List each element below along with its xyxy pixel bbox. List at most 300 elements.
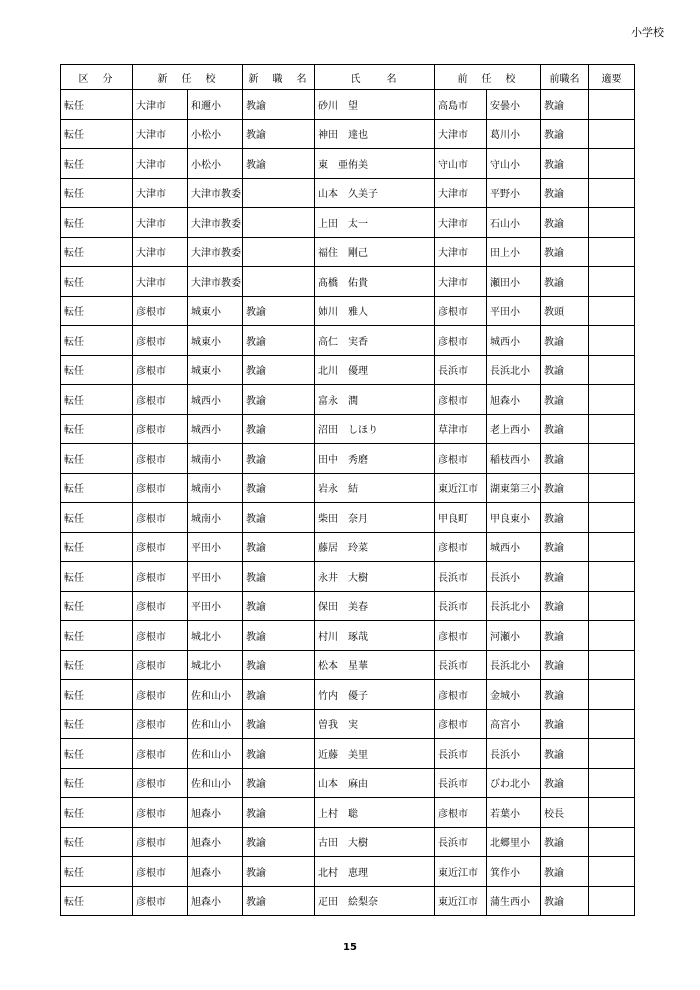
new-school-cell: 佐和山小 <box>188 739 243 769</box>
prev-title-cell: 教諭 <box>541 237 589 267</box>
table-row <box>61 768 635 798</box>
remarks-cell <box>589 857 635 887</box>
new-title-cell: 教諭 <box>243 90 315 120</box>
new-city-cell: 彦根市 <box>133 296 188 326</box>
given-name: 剛己 <box>348 248 368 260</box>
new-school-cell: 城南小 <box>188 444 243 474</box>
family-name: 上村 <box>318 808 338 820</box>
new-title-cell: 教諭 <box>243 444 315 474</box>
kubun-cell: 転任 <box>61 503 133 533</box>
prev-school-cell: 若葉小 <box>487 798 541 828</box>
prev-title-cell: 教頭 <box>541 296 589 326</box>
name-cell <box>315 414 435 444</box>
given-name: 結 <box>348 484 358 496</box>
given-name: 雅人 <box>348 307 368 319</box>
given-name: 潤 <box>348 395 358 407</box>
name-cell <box>315 768 435 798</box>
prev-city-cell: 大津市 <box>435 119 487 149</box>
new-title-cell <box>243 267 315 297</box>
new-school-cell: 大津市教委 <box>188 208 243 238</box>
family-name: 近藤 <box>318 749 338 761</box>
table-row <box>61 90 635 120</box>
prev-school-cell: 河瀬小 <box>487 621 541 651</box>
table-row <box>61 473 635 503</box>
remarks-cell <box>589 355 635 385</box>
prev-title-cell: 教諭 <box>541 503 589 533</box>
prev-city-cell: 長浜市 <box>435 591 487 621</box>
prev-city-cell: 彦根市 <box>435 621 487 651</box>
given-name: 大樹 <box>348 838 368 850</box>
given-name: 聡 <box>348 808 358 820</box>
table-row <box>61 208 635 238</box>
family-name: 山本 <box>318 779 338 791</box>
new-school-cell: 和邇小 <box>188 90 243 120</box>
new-title-cell: 教諭 <box>243 119 315 149</box>
prev-school-cell: 長浜北小 <box>487 355 541 385</box>
prev-title-cell: 教諭 <box>541 208 589 238</box>
kubun-cell: 転任 <box>61 119 133 149</box>
given-name: 麻由 <box>348 779 368 791</box>
prev-title-cell: 校長 <box>541 798 589 828</box>
new-city-cell: 大津市 <box>133 267 188 297</box>
prev-city-cell: 長浜市 <box>435 650 487 680</box>
name-cell <box>315 119 435 149</box>
remarks-cell <box>589 326 635 356</box>
new-city-cell: 彦根市 <box>133 355 188 385</box>
header-prev-title: 前職名 <box>541 65 589 90</box>
prev-school-cell: 平野小 <box>487 178 541 208</box>
new-school-cell: 城西小 <box>188 414 243 444</box>
new-school-cell: 旭森小 <box>188 857 243 887</box>
prev-school-cell: 北郷里小 <box>487 827 541 857</box>
remarks-cell <box>589 680 635 710</box>
given-name: 奈月 <box>348 513 368 525</box>
table-row <box>61 444 635 474</box>
kubun-cell: 転任 <box>61 591 133 621</box>
prev-school-cell: 甲良東小 <box>487 503 541 533</box>
kubun-cell: 転任 <box>61 621 133 651</box>
prev-title-cell: 教諭 <box>541 650 589 680</box>
new-title-cell: 教諭 <box>243 798 315 828</box>
kubun-cell: 転任 <box>61 237 133 267</box>
name-cell <box>315 857 435 887</box>
remarks-cell <box>589 650 635 680</box>
kubun-cell: 転任 <box>61 562 133 592</box>
table-row <box>61 503 635 533</box>
prev-title-cell: 教諭 <box>541 739 589 769</box>
kubun-cell: 転任 <box>61 90 133 120</box>
family-name: 田中 <box>318 454 338 466</box>
remarks-cell <box>589 237 635 267</box>
given-name: 星華 <box>348 661 368 673</box>
new-school-cell: 城南小 <box>188 473 243 503</box>
new-school-cell: 佐和山小 <box>188 709 243 739</box>
table-row <box>61 267 635 297</box>
given-name: 実 <box>348 720 358 732</box>
new-title-cell: 教諭 <box>243 355 315 385</box>
new-school-cell: 旭森小 <box>188 798 243 828</box>
new-title-cell <box>243 208 315 238</box>
remarks-cell <box>589 90 635 120</box>
remarks-cell <box>589 149 635 179</box>
new-title-cell: 教諭 <box>243 414 315 444</box>
new-school-cell: 城東小 <box>188 355 243 385</box>
new-title-cell: 教諭 <box>243 562 315 592</box>
table-row <box>61 149 635 179</box>
prev-city-cell: 大津市 <box>435 208 487 238</box>
remarks-cell <box>589 178 635 208</box>
family-name: 髙橋 <box>318 277 338 289</box>
table-row <box>61 326 635 356</box>
prev-school-cell: 石山小 <box>487 208 541 238</box>
prev-school-cell: 長浜小 <box>487 739 541 769</box>
table-row <box>61 857 635 887</box>
prev-school-cell: 城西小 <box>487 532 541 562</box>
name-cell <box>315 385 435 415</box>
new-city-cell: 彦根市 <box>133 739 188 769</box>
new-school-cell: 佐和山小 <box>188 680 243 710</box>
prev-title-cell: 教諭 <box>541 90 589 120</box>
remarks-cell <box>589 739 635 769</box>
header-remarks: 適要 <box>589 65 635 90</box>
prev-title-cell: 教諭 <box>541 827 589 857</box>
prev-city-cell: 彦根市 <box>435 680 487 710</box>
prev-title-cell: 教諭 <box>541 326 589 356</box>
kubun-cell: 転任 <box>61 650 133 680</box>
new-title-cell: 教諭 <box>243 385 315 415</box>
kubun-cell: 転任 <box>61 326 133 356</box>
given-name: 望 <box>348 100 358 112</box>
given-name: 佑貴 <box>348 277 368 289</box>
new-title-cell: 教諭 <box>243 621 315 651</box>
prev-school-cell: 老上西小 <box>487 414 541 444</box>
new-title-cell: 教諭 <box>243 857 315 887</box>
new-school-cell: 佐和山小 <box>188 768 243 798</box>
new-title-cell <box>243 237 315 267</box>
new-title-cell: 教諭 <box>243 532 315 562</box>
new-school-cell: 城東小 <box>188 296 243 326</box>
name-cell <box>315 90 435 120</box>
remarks-cell <box>589 444 635 474</box>
prev-title-cell: 教諭 <box>541 591 589 621</box>
name-cell <box>315 532 435 562</box>
prev-city-cell: 長浜市 <box>435 768 487 798</box>
family-name: 砂川 <box>318 100 338 112</box>
new-city-cell: 彦根市 <box>133 709 188 739</box>
remarks-cell <box>589 886 635 916</box>
new-title-cell: 教諭 <box>243 473 315 503</box>
prev-title-cell: 教諭 <box>541 178 589 208</box>
prev-city-cell: 彦根市 <box>435 709 487 739</box>
prev-city-cell: 長浜市 <box>435 827 487 857</box>
prev-city-cell: 彦根市 <box>435 296 487 326</box>
prev-school-cell: 稲枝西小 <box>487 444 541 474</box>
family-name: 北村 <box>318 867 338 879</box>
prev-title-cell: 教諭 <box>541 444 589 474</box>
prev-title-cell: 教諭 <box>541 562 589 592</box>
name-cell <box>315 178 435 208</box>
remarks-cell <box>589 385 635 415</box>
prev-city-cell: 彦根市 <box>435 326 487 356</box>
name-cell <box>315 503 435 533</box>
family-name: 曽我 <box>318 720 338 732</box>
header-name: 氏 名 <box>315 65 435 90</box>
given-name: 亜侑美 <box>338 159 368 171</box>
prev-city-cell: 守山市 <box>435 149 487 179</box>
name-cell <box>315 473 435 503</box>
name-cell <box>315 798 435 828</box>
header-new-post: 新 任 校 <box>133 65 243 90</box>
family-name: 福住 <box>318 248 338 260</box>
prev-school-cell: 城西小 <box>487 326 541 356</box>
name-cell <box>315 827 435 857</box>
given-name: 恵理 <box>348 867 368 879</box>
new-title-cell: 教諭 <box>243 739 315 769</box>
kubun-cell: 転任 <box>61 798 133 828</box>
remarks-cell <box>589 709 635 739</box>
table-row <box>61 296 635 326</box>
name-cell <box>315 326 435 356</box>
remarks-cell <box>589 591 635 621</box>
family-name: 松本 <box>318 661 338 673</box>
table-row <box>61 178 635 208</box>
kubun-cell: 転任 <box>61 296 133 326</box>
given-name: 琢哉 <box>348 631 368 643</box>
new-school-cell: 城東小 <box>188 326 243 356</box>
kubun-cell: 転任 <box>61 355 133 385</box>
new-city-cell: 彦根市 <box>133 591 188 621</box>
new-school-cell: 平田小 <box>188 562 243 592</box>
prev-school-cell: びわ北小 <box>487 768 541 798</box>
new-city-cell: 彦根市 <box>133 650 188 680</box>
kubun-cell: 転任 <box>61 739 133 769</box>
kubun-cell: 転任 <box>61 267 133 297</box>
prev-city-cell: 東近江市 <box>435 857 487 887</box>
family-name: 古田 <box>318 838 338 850</box>
kubun-cell: 転任 <box>61 768 133 798</box>
prev-school-cell: 金城小 <box>487 680 541 710</box>
kubun-cell: 転任 <box>61 709 133 739</box>
name-cell <box>315 650 435 680</box>
prev-school-cell: 平田小 <box>487 296 541 326</box>
prev-city-cell: 長浜市 <box>435 562 487 592</box>
name-cell <box>315 591 435 621</box>
given-name: 実香 <box>348 336 368 348</box>
remarks-cell <box>589 798 635 828</box>
prev-city-cell: 大津市 <box>435 267 487 297</box>
prev-title-cell: 教諭 <box>541 680 589 710</box>
name-cell <box>315 680 435 710</box>
prev-title-cell: 教諭 <box>541 414 589 444</box>
page-number: 15 <box>343 942 357 953</box>
prev-city-cell: 東近江市 <box>435 473 487 503</box>
kubun-cell: 転任 <box>61 680 133 710</box>
family-name: 永井 <box>318 572 338 584</box>
new-school-cell: 城北小 <box>188 650 243 680</box>
given-name: 美里 <box>348 749 368 761</box>
prev-school-cell: 長浜北小 <box>487 650 541 680</box>
remarks-cell <box>589 562 635 592</box>
new-school-cell: 平田小 <box>188 591 243 621</box>
new-title-cell: 教諭 <box>243 827 315 857</box>
prev-city-cell: 彦根市 <box>435 798 487 828</box>
remarks-cell <box>589 208 635 238</box>
new-city-cell: 彦根市 <box>133 857 188 887</box>
table-body <box>61 90 635 916</box>
given-name: 秀磨 <box>348 454 368 466</box>
given-name: しほり <box>348 425 378 437</box>
name-cell <box>315 355 435 385</box>
kubun-cell: 転任 <box>61 178 133 208</box>
family-name: 保田 <box>318 602 338 614</box>
new-school-cell: 小松小 <box>188 149 243 179</box>
name-cell <box>315 296 435 326</box>
new-school-cell: 旭森小 <box>188 886 243 916</box>
table-row <box>61 827 635 857</box>
family-name: 富永 <box>318 395 338 407</box>
kubun-cell: 転任 <box>61 827 133 857</box>
prev-school-cell: 旭森小 <box>487 385 541 415</box>
kubun-cell: 転任 <box>61 532 133 562</box>
new-city-cell: 彦根市 <box>133 444 188 474</box>
new-school-cell: 城北小 <box>188 621 243 651</box>
given-name: 大樹 <box>348 572 368 584</box>
family-name: 東 <box>318 159 328 171</box>
table-row <box>61 562 635 592</box>
prev-school-cell: 箕作小 <box>487 857 541 887</box>
new-title-cell: 教諭 <box>243 296 315 326</box>
family-name: 上田 <box>318 218 338 230</box>
given-name: 優子 <box>348 690 368 702</box>
prev-school-cell: 葛川小 <box>487 119 541 149</box>
family-name: 竹内 <box>318 690 338 702</box>
remarks-cell <box>589 503 635 533</box>
family-name: 藤居 <box>318 543 338 555</box>
personnel-table <box>60 64 635 916</box>
table-row <box>61 591 635 621</box>
prev-title-cell: 教諭 <box>541 857 589 887</box>
new-title-cell: 教諭 <box>243 591 315 621</box>
table-row <box>61 119 635 149</box>
table-row <box>61 237 635 267</box>
given-name: 絵梨奈 <box>348 897 378 909</box>
prev-school-cell: 高宮小 <box>487 709 541 739</box>
kubun-cell: 転任 <box>61 886 133 916</box>
prev-title-cell: 教諭 <box>541 355 589 385</box>
new-title-cell: 教諭 <box>243 709 315 739</box>
remarks-cell <box>589 621 635 651</box>
name-cell <box>315 237 435 267</box>
remarks-cell <box>589 296 635 326</box>
new-city-cell: 彦根市 <box>133 326 188 356</box>
kubun-cell: 転任 <box>61 857 133 887</box>
family-name: 柴田 <box>318 513 338 525</box>
new-title-cell: 教諭 <box>243 650 315 680</box>
new-city-cell: 彦根市 <box>133 827 188 857</box>
prev-school-cell: 湖東第三小 <box>487 473 541 503</box>
prev-school-cell: 安曇小 <box>487 90 541 120</box>
prev-title-cell: 教諭 <box>541 385 589 415</box>
name-cell <box>315 709 435 739</box>
table-row <box>61 798 635 828</box>
prev-school-cell: 田上小 <box>487 237 541 267</box>
name-cell <box>315 444 435 474</box>
prev-city-cell: 東近江市 <box>435 886 487 916</box>
prev-city-cell: 彦根市 <box>435 532 487 562</box>
name-cell <box>315 149 435 179</box>
header-row <box>61 65 635 90</box>
remarks-cell <box>589 473 635 503</box>
given-name: 美春 <box>348 602 368 614</box>
family-name: 沼田 <box>318 425 338 437</box>
new-city-cell: 大津市 <box>133 149 188 179</box>
family-name: 北川 <box>318 366 338 378</box>
name-cell <box>315 739 435 769</box>
prev-school-cell: 長浜小 <box>487 562 541 592</box>
header-prev-post: 前 任 校 <box>435 65 541 90</box>
prev-city-cell: 大津市 <box>435 237 487 267</box>
kubun-cell: 転任 <box>61 149 133 179</box>
new-city-cell: 彦根市 <box>133 886 188 916</box>
family-name: 村川 <box>318 631 338 643</box>
remarks-cell <box>589 532 635 562</box>
new-title-cell: 教諭 <box>243 326 315 356</box>
family-name: 疋田 <box>318 897 338 909</box>
page-label: 小学校 <box>631 26 664 39</box>
family-name: 高仁 <box>318 336 338 348</box>
prev-city-cell: 長浜市 <box>435 355 487 385</box>
table-row <box>61 355 635 385</box>
kubun-cell: 転任 <box>61 385 133 415</box>
prev-title-cell: 教諭 <box>541 768 589 798</box>
new-city-cell: 彦根市 <box>133 680 188 710</box>
prev-city-cell: 彦根市 <box>435 444 487 474</box>
new-city-cell: 彦根市 <box>133 503 188 533</box>
new-city-cell: 彦根市 <box>133 621 188 651</box>
new-school-cell: 大津市教委 <box>188 178 243 208</box>
new-school-cell: 城西小 <box>188 385 243 415</box>
table-row <box>61 650 635 680</box>
remarks-cell <box>589 827 635 857</box>
family-name: 岩永 <box>318 484 338 496</box>
prev-title-cell: 教諭 <box>541 473 589 503</box>
prev-title-cell: 教諭 <box>541 886 589 916</box>
given-name: 玲菜 <box>348 543 368 555</box>
new-title-cell <box>243 178 315 208</box>
prev-title-cell: 教諭 <box>541 709 589 739</box>
prev-school-cell: 守山小 <box>487 149 541 179</box>
table-row <box>61 709 635 739</box>
prev-title-cell: 教諭 <box>541 149 589 179</box>
prev-title-cell: 教諭 <box>541 119 589 149</box>
kubun-cell: 転任 <box>61 473 133 503</box>
new-city-cell: 大津市 <box>133 119 188 149</box>
table-row <box>61 680 635 710</box>
prev-title-cell: 教諭 <box>541 267 589 297</box>
name-cell <box>315 562 435 592</box>
prev-title-cell: 教諭 <box>541 621 589 651</box>
table-row <box>61 886 635 916</box>
given-name: 優理 <box>348 366 368 378</box>
new-city-cell: 大津市 <box>133 208 188 238</box>
family-name: 神田 <box>318 130 338 142</box>
new-title-cell: 教諭 <box>243 503 315 533</box>
new-school-cell: 大津市教委 <box>188 267 243 297</box>
name-cell <box>315 621 435 651</box>
new-school-cell: 旭森小 <box>188 827 243 857</box>
new-city-cell: 彦根市 <box>133 532 188 562</box>
name-cell <box>315 208 435 238</box>
